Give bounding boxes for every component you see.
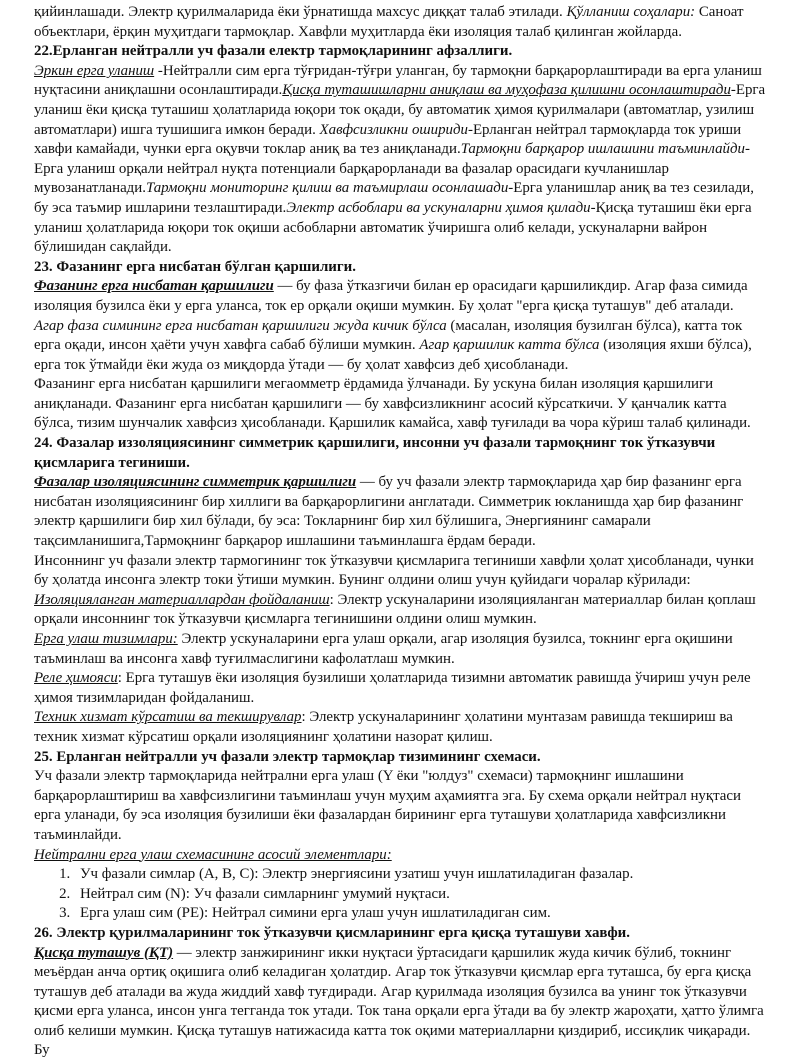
term-short-circuit-detection: Қисқа туташишларни аниқлаш ва муҳофаза қилишни осонлаштиради xyxy=(282,82,731,98)
paragraph-insulation xyxy=(34,591,766,630)
term-symmetric-resistance: Фазалар изоляциясининг симметрик қаршилиги xyxy=(34,474,356,490)
text-run: : Электр ускуналарини изоляцияланган материаллар билан қоплаш орқали инсоннинг ток ўтказувчи қисмларга тегинишини олдини олиш мумкин. xyxy=(34,592,756,628)
paragraph-23b: Фазанинг ерга нисбатан қаршилиги мегаомметр ёрдамида ўлчанади. Бу ускуна билан изоляция қаршилиги аниқланади. Фазанинг ерга нисбатан қаршилиги — бу хавфсизликнинг асосий кўрсаткичи. У қанчалик катта бўлса, тизим шунчалик хавфсиз ҳисобланади. Қаршилик камайса, хавф туғилади ва чора кўриш талаб қилинади. xyxy=(34,375,766,434)
term-maintenance: Техник хизмат кўрсатиш ва текширувлар xyxy=(34,709,302,725)
paragraph-24 xyxy=(34,473,766,551)
paragraph-intro xyxy=(34,3,766,42)
list-item: 2. Нейтрал сим (N): Уч фазали симларнинг умумий нуқтаси. xyxy=(74,885,766,905)
term-monitoring: Тармоқни мониторинг қилиш ва таъмирлаш осонлашади xyxy=(146,180,508,196)
term-stability: Тармоқни барқарор ишлашини таъминлайди xyxy=(461,141,745,157)
heading-23: 23. Фазанинг ерга нисбатан бўлган қаршилиги. xyxy=(34,258,766,278)
list-item: 1. Уч фазали симлар (A, B, C): Электр энергиясини узатиш учун ишлатиладиган фазалар. xyxy=(74,865,766,885)
text-run: -Ерга уланиш ёки қисқа туташиш ҳолатларида юқори ток оқади, бу автоматик ҳимоя қурилмалари (автоматлар, узилиш автоматлари) ишга тушишига имкон беради. xyxy=(34,82,765,137)
paragraph-23 xyxy=(34,277,766,375)
paragraph-24b: Инсоннинг уч фазали электр тармогининг ток ўтказувчи қисмларига тегиниши хавфли ҳолат ҳисобланади, чунки бу ҳолатда инсонга электр токи ўтиши мумкин. Бунинг олдини олиш учун қуйидаги чоралар кўрилади: xyxy=(34,552,766,591)
text-run: : Электр ускуналарининг ҳолатини мунтазам равишда текшириш ва техник хизмат кўрсатиш орқали изоляциянинг ҳолатини назорат қилиш. xyxy=(34,709,733,745)
text-run: -Ерга уланиш орқали нейтрал нуқта потенциали барқарорланади ва фазалар орасидаги кучланишлар мувозанатланади. xyxy=(34,141,750,196)
text-run: -Қисқа туташиш ёки ерга уланиш ҳолатларида юқори ток оқиши асбобларни автоматик ўчиришга олиб келади, ускуналарни вайрон бўлишидан сақлайди. xyxy=(34,200,752,255)
term-low-resistance: Агар фаза симининг ерга нисбатан қаршилиги жуда кичик бўлса xyxy=(34,318,447,334)
term-grounding-systems: Ерга улаш тизимлари: xyxy=(34,631,178,647)
text-run: Саноат объектлари, ёрқин муҳитдаги тармоқлар. Хавфли муҳитларда ёки изоляция талаб қилинган жойларда. xyxy=(34,4,744,40)
text-run: қийинлашади. Электр қурилмаларида ёки ўрнатишда махсус диққат талаб этилади. xyxy=(34,4,566,20)
term-insulated-materials: Изоляцияланган материаллардан фойдаланиш xyxy=(34,592,330,608)
text-run: (масалан, изоляция бузилган бўлса), катта ток ерга оқади, инсон ҳаёти учун хавфга сабаб бўлиши мумкин. xyxy=(34,318,742,354)
text-run: -Ерланган нейтрал тармоқларда ток уриши хавфи камайади, чунки ерга оқувчи токлар аниқ ва тез аниқланади. xyxy=(34,122,741,158)
paragraph-maintenance xyxy=(34,708,766,747)
text-run: -Ерга уланишлар аниқ ва тез сезилади, бу эса таъмир ишларини тезлаштиради. xyxy=(34,180,754,216)
term-safety: Хавфсизликни ошириди xyxy=(320,122,468,138)
element-list xyxy=(34,865,766,924)
term-phase-resistance: Фазанинг ерга нисбатан қаршилиги xyxy=(34,278,274,294)
heading-25: 25. Ерланган нейтралли уч фазали электр тармоқлар тизимининг схемаси. xyxy=(34,748,766,768)
application-areas-label: Қўлланиш соҳалари: xyxy=(566,4,695,20)
paragraph-22 xyxy=(34,62,766,258)
paragraph-25: Уч фазали электр тармоқларида нейтрални ерга улаш (Y ёки "юлдуз" схемаси) тармоқнинг ишлашини барқарорлаштириш ва хавфсизлигини таъминлаш учун муҳим аҳамиятга эга. Бу схема орқали нейтрал нуқтаси ерга уланади, бу эса изоляция бузилиши ёки фазалардан бирининг ерга туташуви ҳолатларида хавфсизликни таъминлайди. xyxy=(34,767,766,845)
list-item: 3. Ерга улаш сим (PE): Нейтрал симини ерга улаш учун ишлатиладиган сим. xyxy=(74,904,766,924)
text-run: — бу фаза ўтказгичи билан ер орасидаги қаршиликдир. Агар фаза симида изоляция бузилса ёки у ерга уланса, ток ер орқали оқиши мумкин. Бу ҳолат "ерга қисқа туташув" деб аталади. xyxy=(34,278,748,314)
heading-26: 26. Электр қурилмаларининг ток ўтказувчи қисмларининг ерга қисқа туташуви хавфи. xyxy=(34,924,766,944)
text-run: — бу уч фазали электр тармоқларида ҳар бир фазанинг ерга нисбатан изоляциясининг бир хиллиги ва барқарорлигини англатади. Симметрик юкланишда ҳар бир фазанинг электр қаршилиги бир хил бўлади, бу эса: Токларнинг бир хил бўлишига, Энергиянинг самарали тақсимланишига,Тармоқнинг барқарор ишлашини таъминлашга ёрдам беради. xyxy=(34,474,743,549)
text-run: — электр занжирининг икки нуқтаси ўртасидаги қаршилик жуда кичик бўлиб, токнинг меъёрдан анча ортиқ оқишига олиб келадиган ҳолатдир. Агар ток ўтказувчи қисмлар ерга туташса, бу ерга қисқа туташув деб аталади ва жуда жиддий хавф туғдиради. Агар қурилмада изоляция бузилса ва унинг ток ўтказувчи қисми ерга уланса, инсон унга тегганда ток утади. Ток тана орқали ерга ўтади ва бу электр жароҳати, ҳатто ўлимга олиб келиши мумкин. Қисқа туташув натижасида катта ток оқими материалларни қиздириб, иссиқлик чиқаради. Бу xyxy=(34,945,764,1059)
text-run: (изоляция яхши бўлса), ерга ток ўтмайди ёки жуда оз миқдорда ўтади — бу ҳолат хавфсиз деб ҳисобланади. xyxy=(34,337,752,373)
term-protection: Электр асбоблари ва ускуналарни ҳимоя қилади xyxy=(286,200,590,216)
paragraph-26 xyxy=(34,944,766,1061)
term-high-resistance: Агар қаршилик катта бўлса xyxy=(419,337,599,353)
paragraph-grounding xyxy=(34,630,766,669)
heading-24: 24. Фазалар иззоляциясининг симметрик қаршилиги, инсонни уч фазали тармоқнинг ток ўтказувчи қисмларига тегиниши. xyxy=(34,434,766,473)
term-short-circuit: Қисқа туташув (ҚТ) xyxy=(34,945,173,961)
term-free-grounding: Эркин ерга уланиш xyxy=(34,63,154,79)
text-run: -Нейтралли сим ерга тўғридан-тўғри уланган, бу тармоқни барқарорлаштиради ва ерга уланиш нуқтасини аниқлашни осонлаштиради. xyxy=(34,63,762,99)
text-run: Электр ускуналарини ерга улаш орқали, агар изоляция бузилса, токнинг ерга оқишини таъминлаш ва инсонга хавф туғилмаслигини кафолатлаш мумкин. xyxy=(34,631,733,667)
text-run: : Ерга туташув ёки изоляция бузилиши ҳолатларида тизимни автоматик равишда ўчириш учун реле ҳимоя тизимларидан фойдаланиш. xyxy=(34,670,751,706)
list-caption: Нейтрални ерга улаш схемасининг асосий элементлари: xyxy=(34,846,766,866)
term-relay-protection: Реле ҳимояси xyxy=(34,670,118,686)
heading-22: 22.Ерланган нейтралли уч фазали електр тармоқларининг афзаллиги. xyxy=(34,42,766,62)
paragraph-relay xyxy=(34,669,766,708)
